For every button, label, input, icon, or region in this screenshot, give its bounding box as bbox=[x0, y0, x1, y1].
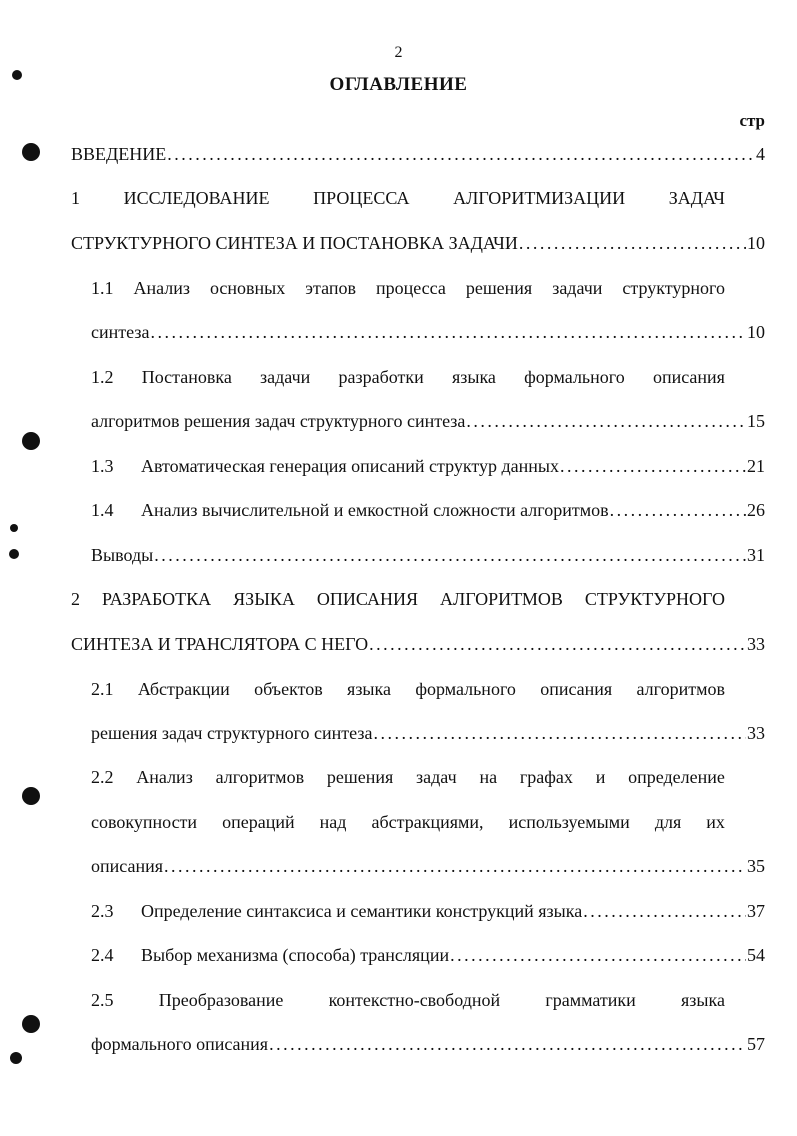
toc-entry-1-3: 1.3 Автоматическая генерация описаний структур данных . . . 21 bbox=[91, 455, 765, 477]
toc-entry-ch2-line1: 2 РАЗРАБОТКА ЯЗЫКА ОПИСАНИЯ АЛГОРИТМОВ СТРУКТУРНОГО bbox=[71, 589, 725, 609]
toc-entry-conclusions-1: Выводы . . . 31 bbox=[91, 544, 765, 566]
page-title: ОГЛАВЛЕНИЕ bbox=[329, 74, 468, 95]
toc-entry-ch1-line2: СТРУКТУРНОГО СИНТЕЗА И ПОСТАНОВКА ЗАДАЧИ . . . 10 bbox=[71, 232, 765, 254]
dot-leader bbox=[167, 143, 755, 165]
punch-hole bbox=[10, 1052, 22, 1064]
toc-entry-2-2-line3: описания . . . 35 bbox=[91, 855, 765, 877]
dot-leader bbox=[583, 900, 746, 922]
dot-leader bbox=[610, 499, 746, 521]
toc-entry-2-2-line1: 2.2 Анализ алгоритмов решения задач на графах и определение bbox=[91, 767, 725, 787]
toc-entry-2-1-line2: решения задач структурного синтеза . . . 33 bbox=[91, 722, 765, 744]
dot-leader bbox=[150, 321, 746, 343]
toc-entry-2-1-line1: 2.1 Абстракции объектов языка формального описания алгоритмов bbox=[91, 679, 725, 699]
page-column-label: стр bbox=[739, 111, 765, 130]
punch-hole bbox=[22, 1015, 40, 1033]
toc-entry-2-5-line2: формального описания . . . 57 bbox=[91, 1033, 765, 1055]
toc-entry-1-4: 1.4 Анализ вычислительной и емкостной сложности алгоритмов . . . 26 bbox=[91, 499, 765, 521]
dot-leader bbox=[269, 1033, 746, 1055]
toc-entry-2-2-line2: совокупности операций над абстракциями, используемыми для их bbox=[91, 812, 725, 832]
toc-entry-ch2-line2: СИНТЕЗА И ТРАНСЛЯТОРА С НЕГО . . . 33 bbox=[71, 633, 765, 655]
toc-entry-1-2-line2: алгоритмов решения задач структурного синтеза . . . 15 bbox=[91, 410, 765, 432]
dot-leader bbox=[519, 232, 746, 254]
dot-leader bbox=[466, 410, 746, 432]
toc-entry-1-1-line1: 1.1 Анализ основных этапов процесса решения задачи структурного bbox=[91, 278, 725, 298]
punch-hole bbox=[22, 787, 40, 805]
dot-leader bbox=[373, 722, 746, 744]
toc-entry-2-3: 2.3 Определение синтаксиса и семантики конструкций языка . . . 37 bbox=[91, 900, 765, 922]
dot-leader bbox=[164, 855, 746, 877]
toc-entry-intro: ВВЕДЕНИЕ . . . 4 bbox=[71, 143, 765, 165]
dot-leader bbox=[560, 455, 746, 477]
dot-leader bbox=[450, 944, 746, 966]
punch-hole bbox=[22, 432, 40, 450]
dot-leader bbox=[154, 544, 746, 566]
dot-leader bbox=[369, 633, 746, 655]
toc-entry-1-1-line2: синтеза . . . 10 bbox=[91, 321, 765, 343]
punch-hole bbox=[9, 549, 19, 559]
page-number: 2 bbox=[394, 44, 403, 61]
punch-hole bbox=[22, 143, 40, 161]
toc-entry-ch1-line1: 1 ИССЛЕДОВАНИЕ ПРОЦЕССА АЛГОРИТМИЗАЦИИ ЗАДАЧ bbox=[71, 188, 725, 208]
toc-entry-2-4: 2.4 Выбор механизма (способа) трансляции . . . 54 bbox=[91, 944, 765, 966]
toc-entry-1-2-line1: 1.2 Постановка задачи разработки языка формального описания bbox=[91, 367, 725, 387]
punch-hole bbox=[10, 524, 18, 532]
toc-entry-2-5-line1: 2.5 Преобразование контекстно-свободной грамматики языка bbox=[91, 990, 725, 1010]
